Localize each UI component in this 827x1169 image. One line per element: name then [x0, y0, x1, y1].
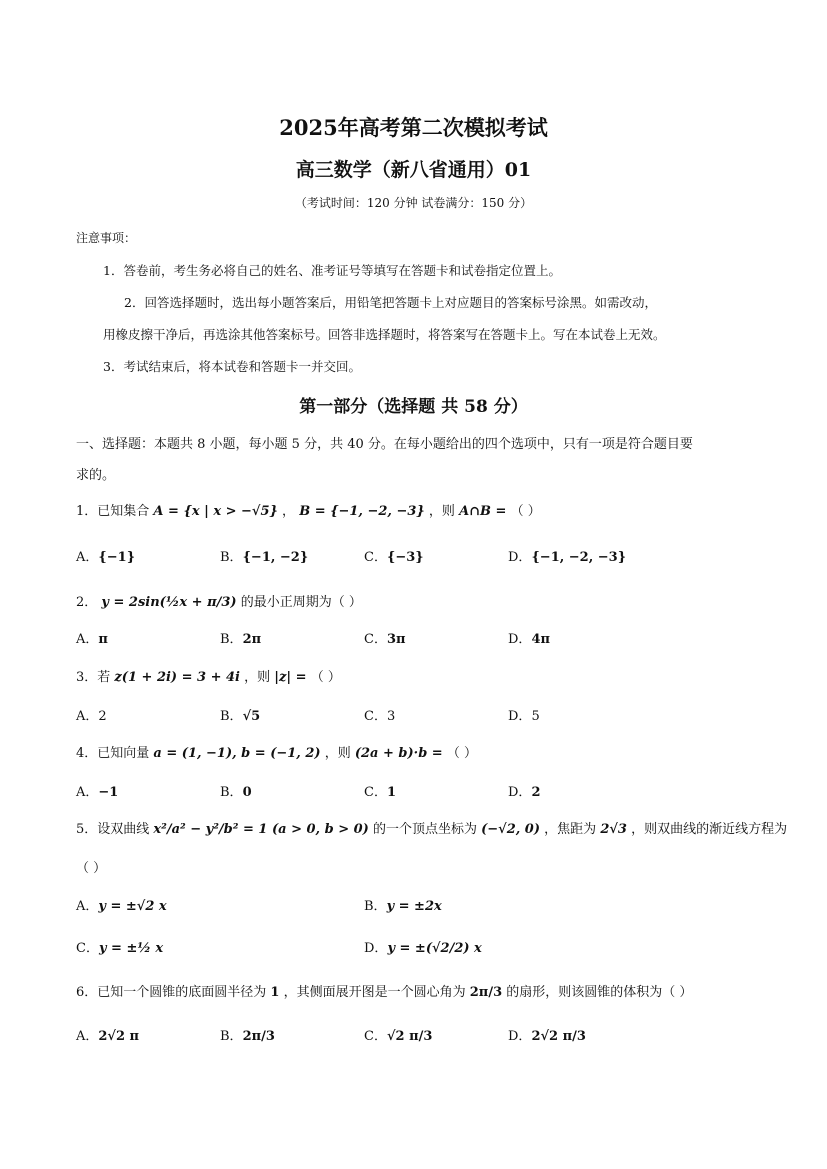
- q5-suffix: ，则双曲线的渐近线方程为: [631, 822, 788, 837]
- q6-mid: ，其侧面展开图是一个圆心角为: [283, 985, 466, 1000]
- option-value: π: [98, 632, 108, 647]
- option-label: C．: [364, 550, 387, 565]
- option-value: 5: [531, 709, 540, 724]
- q5-prefix: 5．设双曲线: [76, 822, 150, 837]
- q4-option-a[interactable]: [76, 781, 118, 800]
- option-label: A．: [76, 785, 99, 800]
- q3-equation: z(1 + 2i) = 3 + 4i: [114, 670, 240, 685]
- q6-option-d[interactable]: [508, 1025, 586, 1044]
- option-label: C．: [364, 632, 387, 647]
- q6-option-c[interactable]: [364, 1025, 432, 1044]
- option-label: D．: [508, 632, 532, 647]
- option-label: B．: [364, 899, 387, 914]
- option-label: C．: [364, 1029, 387, 1044]
- q2-option-d[interactable]: [508, 628, 550, 647]
- option-value: {−1, −2, −3}: [531, 550, 627, 565]
- q6-radius: 1: [270, 985, 280, 1000]
- option-label: B．: [220, 632, 243, 647]
- option-value: −1: [98, 785, 119, 800]
- q2-suffix: 的最小正周期为（ ）: [240, 595, 362, 610]
- q1-set-b: B = {−1, −2, −3}: [299, 504, 425, 519]
- q1-option-a[interactable]: [76, 546, 135, 565]
- option-value: 4π: [531, 632, 550, 647]
- q2-option-c[interactable]: [364, 628, 406, 647]
- option-label: B．: [220, 1029, 243, 1044]
- q5-option-b[interactable]: [364, 895, 442, 914]
- q1-suffix: （ ）: [510, 504, 541, 519]
- option-label: D．: [364, 941, 388, 956]
- q5-stem-line2: （ ）: [76, 861, 107, 876]
- option-value: √2 π/3: [386, 1029, 433, 1044]
- q3-suffix: （ ）: [310, 670, 341, 685]
- exam-subtitle: 高三数学（新八省通用）01: [295, 159, 532, 181]
- exam-info: （考试时间：120 分钟 试卷满分：150 分）: [294, 196, 533, 210]
- option-value: 2: [531, 785, 541, 800]
- q4-prefix: 4．已知向量: [76, 746, 150, 761]
- q4-option-c[interactable]: [364, 781, 396, 800]
- option-label: C．: [364, 709, 387, 724]
- option-value: 1: [386, 785, 396, 800]
- q6-option-b[interactable]: [220, 1025, 275, 1044]
- q3-option-c[interactable]: [364, 705, 395, 724]
- q6-option-a[interactable]: [76, 1025, 139, 1044]
- q5-curve: x²/a² − y²/b² = 1 (a > 0, b > 0): [153, 822, 369, 837]
- option-value: 2π: [242, 632, 262, 647]
- q2-option-b[interactable]: [220, 628, 261, 647]
- q4-suffix: （ ）: [446, 746, 477, 761]
- q3-option-a[interactable]: [76, 705, 107, 724]
- question-1-stem: [76, 500, 541, 519]
- option-value: 2: [98, 709, 107, 724]
- option-value: 3: [386, 709, 396, 724]
- option-label: A．: [76, 899, 99, 914]
- notes-heading: 注意事项：: [76, 231, 137, 245]
- section-title: 第一部分（选择题 共 58 分）: [299, 397, 528, 417]
- q3-mid: ，则: [244, 670, 271, 685]
- q5-vertex: (−√2, 0): [481, 822, 541, 837]
- note-item: 1．答卷前，考生务必将自己的姓名、准考证号等填写在答题卡和试卷指定位置上。: [103, 263, 561, 278]
- option-value: 0: [242, 785, 252, 800]
- q6-angle: 2π/3: [469, 985, 503, 1000]
- q3-modulus: |z| =: [274, 670, 307, 685]
- option-label: A．: [76, 550, 99, 565]
- option-value: √5: [242, 709, 261, 724]
- option-value: 3π: [386, 632, 406, 647]
- q6-prefix: 6．已知一个圆锥的底面圆半径为: [76, 985, 267, 1000]
- q2-prefix: 2．: [76, 595, 98, 610]
- q1-option-b[interactable]: [220, 546, 308, 565]
- note-item: 2．回答选择题时，选出每小题答案后，用铅笔把答题卡上对应题目的答案标号涂黑。如需改动，: [124, 295, 657, 310]
- question-2-stem: [76, 591, 362, 610]
- option-value: y = ±(√2/2) x: [387, 941, 482, 956]
- q4-vectors: a = (1, −1), b = (−1, 2): [153, 746, 321, 761]
- q4-option-b[interactable]: [220, 781, 252, 800]
- option-label: A．: [76, 632, 99, 647]
- option-label: A．: [76, 1029, 99, 1044]
- q1-mid2: ，则: [428, 504, 455, 519]
- section-instructions-cont: 求的。: [76, 468, 116, 483]
- exam-title: 2025年高考第二次模拟考试: [279, 115, 548, 140]
- option-value: {−1, −2}: [242, 550, 309, 565]
- q6-suffix: 的扇形，则该圆锥的体积为（ ）: [506, 985, 693, 1000]
- q4-mid: ，则: [324, 746, 351, 761]
- q3-option-b[interactable]: [220, 705, 260, 724]
- option-label: D．: [508, 550, 532, 565]
- q1-option-c[interactable]: [364, 546, 424, 565]
- option-label: B．: [220, 709, 243, 724]
- q1-option-d[interactable]: [508, 546, 626, 565]
- option-label: D．: [508, 1029, 532, 1044]
- question-6-stem: [76, 981, 692, 1000]
- q5-mid2: ，焦距为: [544, 822, 597, 837]
- option-label: D．: [508, 785, 532, 800]
- option-label: B．: [220, 785, 243, 800]
- q1-mid: ，: [282, 504, 296, 519]
- note-item: 3．考试结束后，将本试卷和答题卡一并交回。: [103, 359, 361, 374]
- option-value: 2π/3: [242, 1029, 275, 1044]
- option-value: {−1}: [98, 550, 136, 565]
- q5-mid: 的一个顶点坐标为: [372, 822, 477, 837]
- option-value: y = ±2x: [386, 899, 442, 914]
- q1-set-a: A = {x | x > −√5}: [153, 504, 278, 519]
- option-label: C．: [76, 941, 99, 956]
- question-3-stem: [76, 666, 341, 685]
- q2-option-a[interactable]: [76, 628, 108, 647]
- q3-option-d[interactable]: [508, 705, 540, 724]
- q4-expression: (2a + b)·b =: [354, 746, 443, 761]
- q3-prefix: 3．若: [76, 670, 111, 685]
- option-label: C．: [364, 785, 387, 800]
- option-label: D．: [508, 709, 532, 724]
- q4-option-d[interactable]: [508, 781, 540, 800]
- section-instructions: 一、选择题：本题共 8 小题，每小题 5 分，共 40 分。在每小题给出的四个选项中，只有一项是符合题目要: [76, 437, 693, 452]
- q2-function: y = 2sin(½x + π/3): [101, 595, 237, 610]
- option-value: y = ±½ x: [98, 941, 164, 956]
- q1-intersection: A∩B =: [459, 504, 507, 519]
- question-5-stem: [76, 818, 787, 837]
- question-4-stem: [76, 742, 477, 761]
- option-label: A．: [76, 709, 99, 724]
- note-item: 用橡皮擦干净后，再选涂其他答案标号。回答非选择题时，将答案写在答题卡上。写在本试卷上无效。: [103, 327, 666, 342]
- option-label: B．: [220, 550, 243, 565]
- option-value: y = ±√2 x: [98, 899, 167, 914]
- q1-prefix: 1．已知集合: [76, 504, 150, 519]
- q5-focal: 2√3: [600, 822, 627, 837]
- option-value: 2√2 π: [98, 1029, 140, 1044]
- q5-option-c[interactable]: [76, 937, 163, 956]
- q5-option-a[interactable]: [76, 895, 167, 914]
- q5-option-d[interactable]: [364, 937, 482, 956]
- option-value: 2√2 π/3: [531, 1029, 586, 1044]
- option-value: {−3}: [386, 550, 424, 565]
